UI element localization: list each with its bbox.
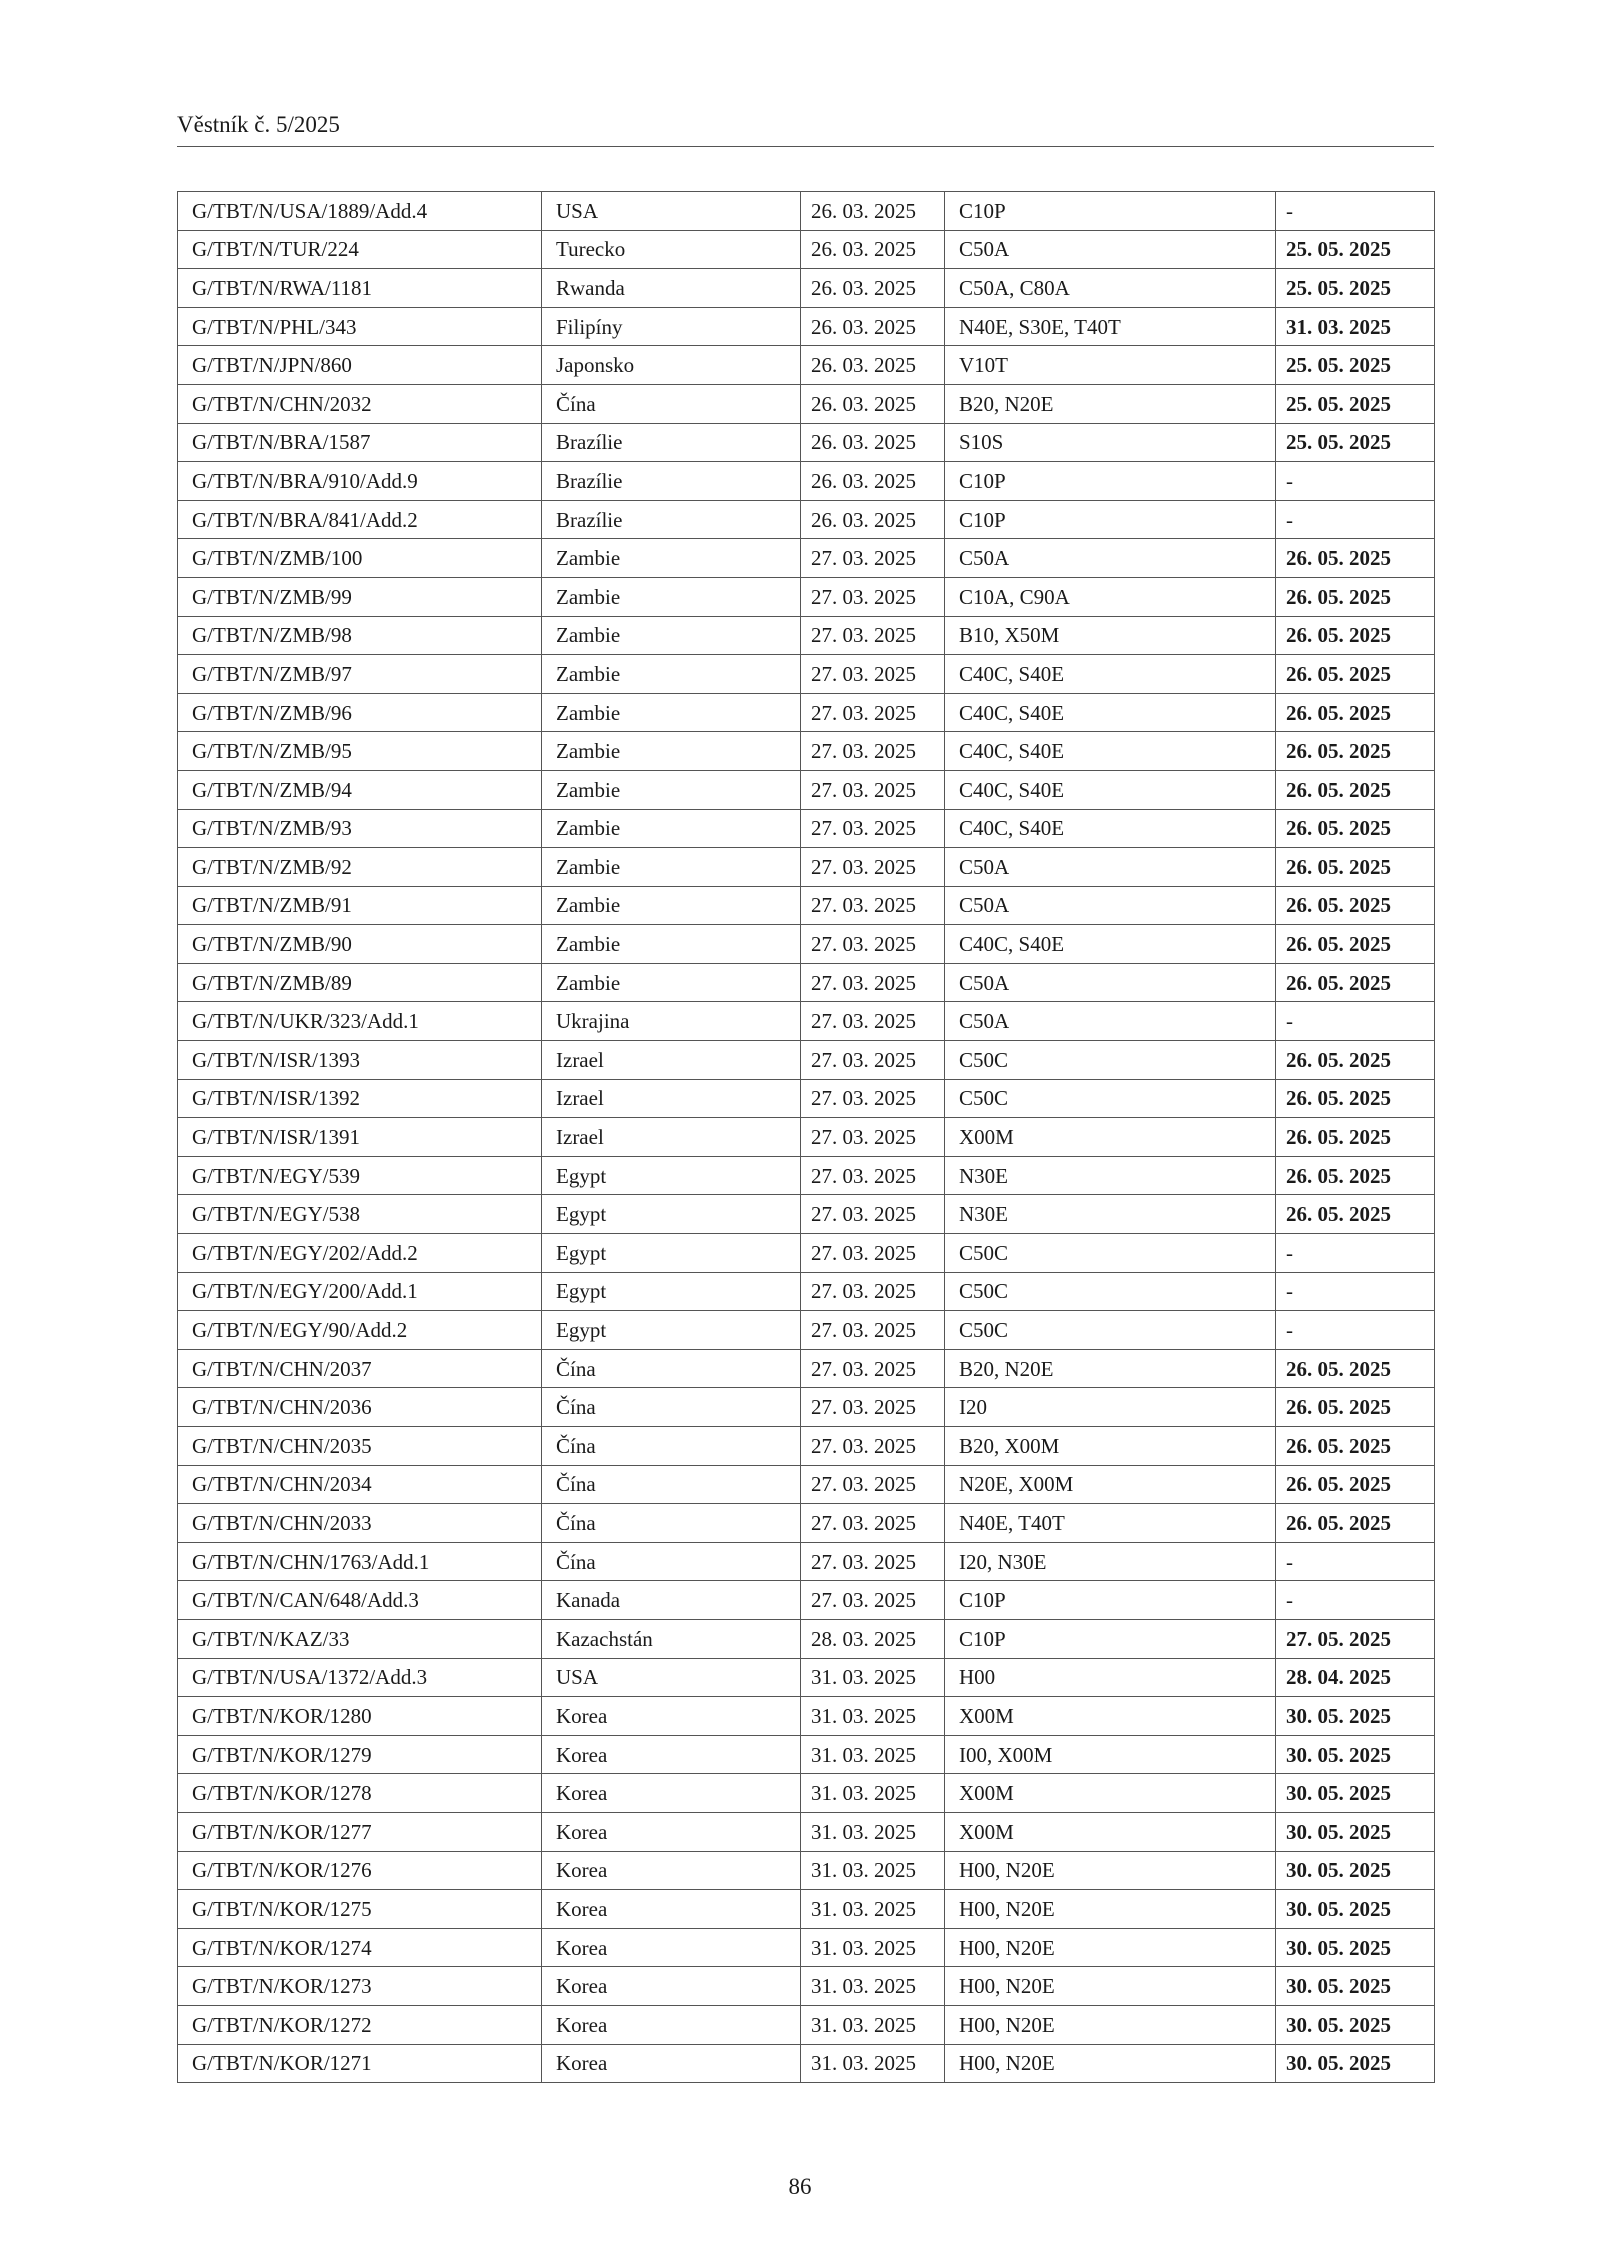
comment-deadline-cell: 30. 05. 2025 — [1276, 1967, 1435, 2006]
product-code-cell: H00 — [945, 1658, 1276, 1697]
product-code-cell: H00, N20E — [945, 1967, 1276, 2006]
notification-symbol-cell: G/TBT/N/EGY/200/Add.1 — [178, 1272, 542, 1311]
product-code-cell: N40E, T40T — [945, 1504, 1276, 1543]
notification-symbol-cell: G/TBT/N/JPN/860 — [178, 346, 542, 385]
notification-symbol-cell: G/TBT/N/CAN/648/Add.3 — [178, 1581, 542, 1620]
notification-date-cell: 27. 03. 2025 — [801, 693, 945, 732]
comment-deadline-cell: 26. 05. 2025 — [1276, 616, 1435, 655]
notification-symbol-cell: G/TBT/N/EGY/202/Add.2 — [178, 1234, 542, 1273]
product-code-cell: N40E, S30E, T40T — [945, 307, 1276, 346]
table-row — [178, 462, 1435, 501]
table-row — [178, 1156, 1435, 1195]
comment-deadline-cell: 26. 05. 2025 — [1276, 1349, 1435, 1388]
notification-date-cell: 27. 03. 2025 — [801, 1427, 945, 1466]
comment-deadline-cell: 25. 05. 2025 — [1276, 346, 1435, 385]
notification-symbol-cell: G/TBT/N/TUR/224 — [178, 230, 542, 269]
country-cell: Brazílie — [542, 462, 801, 501]
table-row — [178, 1349, 1435, 1388]
notification-date-cell: 27. 03. 2025 — [801, 1504, 945, 1543]
comment-deadline-cell: 26. 05. 2025 — [1276, 655, 1435, 694]
table-row — [178, 1195, 1435, 1234]
comment-deadline-cell: 28. 04. 2025 — [1276, 1658, 1435, 1697]
comment-deadline-cell: 27. 05. 2025 — [1276, 1619, 1435, 1658]
country-cell: Zambie — [542, 732, 801, 771]
product-code-cell: C50A, C80A — [945, 269, 1276, 308]
page-header-title: Věstník č. 5/2025 — [177, 112, 340, 137]
country-cell: Čína — [542, 1504, 801, 1543]
country-cell: Korea — [542, 1967, 801, 2006]
notification-date-cell: 26. 03. 2025 — [801, 462, 945, 501]
table-row — [178, 770, 1435, 809]
product-code-cell: C40C, S40E — [945, 925, 1276, 964]
product-code-cell: I20, N30E — [945, 1542, 1276, 1581]
notification-date-cell: 27. 03. 2025 — [801, 1156, 945, 1195]
comment-deadline-cell: 25. 05. 2025 — [1276, 384, 1435, 423]
notification-date-cell: 31. 03. 2025 — [801, 1851, 945, 1890]
notification-symbol-cell: G/TBT/N/CHN/2032 — [178, 384, 542, 423]
notification-symbol-cell: G/TBT/N/BRA/841/Add.2 — [178, 500, 542, 539]
comment-deadline-cell: - — [1276, 1581, 1435, 1620]
table-row — [178, 192, 1435, 231]
notification-symbol-cell: G/TBT/N/ISR/1393 — [178, 1041, 542, 1080]
country-cell: Turecko — [542, 230, 801, 269]
country-cell: Egypt — [542, 1234, 801, 1273]
product-code-cell: B20, N20E — [945, 384, 1276, 423]
table-row — [178, 1234, 1435, 1273]
comment-deadline-cell: 30. 05. 2025 — [1276, 1890, 1435, 1929]
country-cell: Izrael — [542, 1041, 801, 1080]
comment-deadline-cell: 26. 05. 2025 — [1276, 539, 1435, 578]
notification-symbol-cell: G/TBT/N/CHN/2033 — [178, 1504, 542, 1543]
notification-date-cell: 26. 03. 2025 — [801, 384, 945, 423]
notification-date-cell: 26. 03. 2025 — [801, 423, 945, 462]
country-cell: Rwanda — [542, 269, 801, 308]
product-code-cell: C10P — [945, 192, 1276, 231]
notification-date-cell: 27. 03. 2025 — [801, 732, 945, 771]
notification-symbol-cell: G/TBT/N/KOR/1277 — [178, 1812, 542, 1851]
country-cell: Korea — [542, 2044, 801, 2083]
table-row — [178, 539, 1435, 578]
product-code-cell: C50C — [945, 1311, 1276, 1350]
product-code-cell: I20 — [945, 1388, 1276, 1427]
table-row — [178, 500, 1435, 539]
product-code-cell: C50C — [945, 1079, 1276, 1118]
comment-deadline-cell: 26. 05. 2025 — [1276, 1118, 1435, 1157]
notification-symbol-cell: G/TBT/N/ZMB/99 — [178, 577, 542, 616]
country-cell: Egypt — [542, 1272, 801, 1311]
comment-deadline-cell: 30. 05. 2025 — [1276, 1697, 1435, 1736]
page-number: 86 — [788, 2174, 812, 2199]
table-row — [178, 1697, 1435, 1736]
comment-deadline-cell: 30. 05. 2025 — [1276, 1735, 1435, 1774]
comment-deadline-cell: - — [1276, 1542, 1435, 1581]
product-code-cell: V10T — [945, 346, 1276, 385]
notification-date-cell: 27. 03. 2025 — [801, 809, 945, 848]
table-row — [178, 2005, 1435, 2044]
table-row — [178, 1504, 1435, 1543]
notification-date-cell: 31. 03. 2025 — [801, 2044, 945, 2083]
product-code-cell: H00, N20E — [945, 2005, 1276, 2044]
country-cell: Čína — [542, 1349, 801, 1388]
country-cell: Zambie — [542, 655, 801, 694]
country-cell: Izrael — [542, 1079, 801, 1118]
country-cell: Zambie — [542, 886, 801, 925]
table-row — [178, 1542, 1435, 1581]
product-code-cell: C40C, S40E — [945, 770, 1276, 809]
comment-deadline-cell: 26. 05. 2025 — [1276, 1195, 1435, 1234]
table-row — [178, 1002, 1435, 1041]
country-cell: Zambie — [542, 770, 801, 809]
notification-date-cell: 27. 03. 2025 — [801, 1465, 945, 1504]
notification-symbol-cell: G/TBT/N/ZMB/95 — [178, 732, 542, 771]
comment-deadline-cell: 25. 05. 2025 — [1276, 230, 1435, 269]
table-row — [178, 963, 1435, 1002]
product-code-cell: C40C, S40E — [945, 693, 1276, 732]
notification-date-cell: 27. 03. 2025 — [801, 1041, 945, 1080]
country-cell: Zambie — [542, 963, 801, 1002]
notification-date-cell: 27. 03. 2025 — [801, 963, 945, 1002]
comment-deadline-cell: 26. 05. 2025 — [1276, 1504, 1435, 1543]
table-row — [178, 886, 1435, 925]
notification-date-cell: 27. 03. 2025 — [801, 1079, 945, 1118]
product-code-cell: I00, X00M — [945, 1735, 1276, 1774]
table-row — [178, 1812, 1435, 1851]
table-row — [178, 1079, 1435, 1118]
table-row — [178, 2044, 1435, 2083]
country-cell: Korea — [542, 1774, 801, 1813]
table-row — [178, 1928, 1435, 1967]
notifications-table — [177, 191, 1435, 2083]
comment-deadline-cell: - — [1276, 1311, 1435, 1350]
product-code-cell: C40C, S40E — [945, 809, 1276, 848]
notification-date-cell: 31. 03. 2025 — [801, 1890, 945, 1929]
notification-date-cell: 27. 03. 2025 — [801, 1581, 945, 1620]
comment-deadline-cell: 26. 05. 2025 — [1276, 848, 1435, 887]
country-cell: Brazílie — [542, 423, 801, 462]
product-code-cell: H00, N20E — [945, 1890, 1276, 1929]
country-cell: Zambie — [542, 616, 801, 655]
notification-symbol-cell: G/TBT/N/ZMB/92 — [178, 848, 542, 887]
product-code-cell: C10P — [945, 1619, 1276, 1658]
product-code-cell: B20, X00M — [945, 1427, 1276, 1466]
product-code-cell: H00, N20E — [945, 1928, 1276, 1967]
country-cell: Kazachstán — [542, 1619, 801, 1658]
notification-date-cell: 31. 03. 2025 — [801, 1658, 945, 1697]
comment-deadline-cell: 25. 05. 2025 — [1276, 423, 1435, 462]
product-code-cell: N30E — [945, 1195, 1276, 1234]
comment-deadline-cell: - — [1276, 192, 1435, 231]
notifications-table-body — [178, 192, 1435, 2083]
notification-date-cell: 31. 03. 2025 — [801, 1812, 945, 1851]
country-cell: USA — [542, 1658, 801, 1697]
comment-deadline-cell: - — [1276, 1234, 1435, 1273]
table-row — [178, 346, 1435, 385]
product-code-cell: S10S — [945, 423, 1276, 462]
table-row — [178, 1619, 1435, 1658]
country-cell: Zambie — [542, 809, 801, 848]
product-code-cell: C40C, S40E — [945, 655, 1276, 694]
country-cell: Zambie — [542, 539, 801, 578]
product-code-cell: C50A — [945, 1002, 1276, 1041]
notification-symbol-cell: G/TBT/N/CHN/2034 — [178, 1465, 542, 1504]
notification-symbol-cell: G/TBT/N/PHL/343 — [178, 307, 542, 346]
comment-deadline-cell: 26. 05. 2025 — [1276, 1079, 1435, 1118]
table-row — [178, 809, 1435, 848]
comment-deadline-cell: 30. 05. 2025 — [1276, 2044, 1435, 2083]
table-row — [178, 1427, 1435, 1466]
product-code-cell: C40C, S40E — [945, 732, 1276, 771]
comment-deadline-cell: - — [1276, 1272, 1435, 1311]
product-code-cell: C50A — [945, 230, 1276, 269]
country-cell: Korea — [542, 1890, 801, 1929]
table-row — [178, 616, 1435, 655]
notification-symbol-cell: G/TBT/N/BRA/1587 — [178, 423, 542, 462]
notification-symbol-cell: G/TBT/N/ZMB/100 — [178, 539, 542, 578]
product-code-cell: C50C — [945, 1272, 1276, 1311]
country-cell: Čína — [542, 1388, 801, 1427]
country-cell: USA — [542, 192, 801, 231]
product-code-cell: C10P — [945, 462, 1276, 501]
comment-deadline-cell: 26. 05. 2025 — [1276, 963, 1435, 1002]
product-code-cell: X00M — [945, 1774, 1276, 1813]
comment-deadline-cell: - — [1276, 1002, 1435, 1041]
notification-date-cell: 28. 03. 2025 — [801, 1619, 945, 1658]
comment-deadline-cell: 31. 03. 2025 — [1276, 307, 1435, 346]
comment-deadline-cell: 30. 05. 2025 — [1276, 1928, 1435, 1967]
country-cell: Egypt — [542, 1195, 801, 1234]
notification-date-cell: 31. 03. 2025 — [801, 1774, 945, 1813]
product-code-cell: X00M — [945, 1812, 1276, 1851]
notification-symbol-cell: G/TBT/N/ZMB/89 — [178, 963, 542, 1002]
notification-symbol-cell: G/TBT/N/EGY/539 — [178, 1156, 542, 1195]
table-row — [178, 307, 1435, 346]
table-row — [178, 423, 1435, 462]
notification-symbol-cell: G/TBT/N/CHN/2036 — [178, 1388, 542, 1427]
country-cell: Čína — [542, 1427, 801, 1466]
notification-symbol-cell: G/TBT/N/KOR/1276 — [178, 1851, 542, 1890]
comment-deadline-cell: 25. 05. 2025 — [1276, 269, 1435, 308]
notification-symbol-cell: G/TBT/N/KOR/1271 — [178, 2044, 542, 2083]
notification-symbol-cell: G/TBT/N/KOR/1280 — [178, 1697, 542, 1736]
notification-date-cell: 27. 03. 2025 — [801, 1195, 945, 1234]
notification-date-cell: 31. 03. 2025 — [801, 1967, 945, 2006]
notification-symbol-cell: G/TBT/N/CHN/2037 — [178, 1349, 542, 1388]
comment-deadline-cell: 26. 05. 2025 — [1276, 1156, 1435, 1195]
table-row — [178, 384, 1435, 423]
table-row — [178, 1890, 1435, 1929]
table-row — [178, 1735, 1435, 1774]
table-row — [178, 925, 1435, 964]
country-cell: Ukrajina — [542, 1002, 801, 1041]
table-row — [178, 1388, 1435, 1427]
comment-deadline-cell: 26. 05. 2025 — [1276, 1388, 1435, 1427]
product-code-cell: C10P — [945, 1581, 1276, 1620]
comment-deadline-cell: 26. 05. 2025 — [1276, 925, 1435, 964]
comment-deadline-cell: 26. 05. 2025 — [1276, 732, 1435, 771]
comment-deadline-cell: - — [1276, 462, 1435, 501]
product-code-cell: H00, N20E — [945, 2044, 1276, 2083]
product-code-cell: B10, X50M — [945, 616, 1276, 655]
notification-symbol-cell: G/TBT/N/EGY/90/Add.2 — [178, 1311, 542, 1350]
table-row — [178, 693, 1435, 732]
notification-date-cell: 27. 03. 2025 — [801, 848, 945, 887]
table-row — [178, 1272, 1435, 1311]
comment-deadline-cell: 26. 05. 2025 — [1276, 577, 1435, 616]
notification-symbol-cell: G/TBT/N/USA/1372/Add.3 — [178, 1658, 542, 1697]
country-cell: Korea — [542, 1851, 801, 1890]
notification-date-cell: 31. 03. 2025 — [801, 1735, 945, 1774]
notification-symbol-cell: G/TBT/N/KOR/1273 — [178, 1967, 542, 2006]
comment-deadline-cell: 30. 05. 2025 — [1276, 2005, 1435, 2044]
notification-symbol-cell: G/TBT/N/ZMB/96 — [178, 693, 542, 732]
table-row — [178, 1041, 1435, 1080]
notification-date-cell: 26. 03. 2025 — [801, 192, 945, 231]
product-code-cell: C10A, C90A — [945, 577, 1276, 616]
notification-symbol-cell: G/TBT/N/CHN/2035 — [178, 1427, 542, 1466]
notification-symbol-cell: G/TBT/N/KOR/1274 — [178, 1928, 542, 1967]
notification-symbol-cell: G/TBT/N/ZMB/98 — [178, 616, 542, 655]
table-row — [178, 655, 1435, 694]
notification-symbol-cell: G/TBT/N/ZMB/97 — [178, 655, 542, 694]
product-code-cell: C50C — [945, 1234, 1276, 1273]
table-row — [178, 848, 1435, 887]
product-code-cell: C50A — [945, 963, 1276, 1002]
notification-date-cell: 27. 03. 2025 — [801, 1118, 945, 1157]
table-row — [178, 1851, 1435, 1890]
product-code-cell: C50A — [945, 539, 1276, 578]
notification-symbol-cell: G/TBT/N/KOR/1278 — [178, 1774, 542, 1813]
table-row — [178, 269, 1435, 308]
notification-date-cell: 27. 03. 2025 — [801, 577, 945, 616]
notification-date-cell: 27. 03. 2025 — [801, 1349, 945, 1388]
notification-date-cell: 31. 03. 2025 — [801, 1928, 945, 1967]
country-cell: Kanada — [542, 1581, 801, 1620]
product-code-cell: N20E, X00M — [945, 1465, 1276, 1504]
country-cell: Korea — [542, 1928, 801, 1967]
table-row — [178, 1658, 1435, 1697]
country-cell: Egypt — [542, 1156, 801, 1195]
country-cell: Čína — [542, 1542, 801, 1581]
notification-date-cell: 27. 03. 2025 — [801, 1311, 945, 1350]
product-code-cell: X00M — [945, 1697, 1276, 1736]
country-cell: Zambie — [542, 577, 801, 616]
notification-date-cell: 27. 03. 2025 — [801, 539, 945, 578]
comment-deadline-cell: 26. 05. 2025 — [1276, 693, 1435, 732]
country-cell: Korea — [542, 1735, 801, 1774]
comment-deadline-cell: 26. 05. 2025 — [1276, 809, 1435, 848]
table-row — [178, 1774, 1435, 1813]
country-cell: Japonsko — [542, 346, 801, 385]
notification-symbol-cell: G/TBT/N/ZMB/93 — [178, 809, 542, 848]
notification-symbol-cell: G/TBT/N/ISR/1392 — [178, 1079, 542, 1118]
notification-symbol-cell: G/TBT/N/UKR/323/Add.1 — [178, 1002, 542, 1041]
notification-symbol-cell: G/TBT/N/KOR/1275 — [178, 1890, 542, 1929]
country-cell: Čína — [542, 384, 801, 423]
notification-date-cell: 27. 03. 2025 — [801, 655, 945, 694]
country-cell: Egypt — [542, 1311, 801, 1350]
notification-date-cell: 26. 03. 2025 — [801, 269, 945, 308]
product-code-cell: C50A — [945, 886, 1276, 925]
notification-symbol-cell: G/TBT/N/ZMB/90 — [178, 925, 542, 964]
comment-deadline-cell: 30. 05. 2025 — [1276, 1851, 1435, 1890]
notification-symbol-cell: G/TBT/N/EGY/538 — [178, 1195, 542, 1234]
notification-symbol-cell: G/TBT/N/KAZ/33 — [178, 1619, 542, 1658]
product-code-cell: C50A — [945, 848, 1276, 887]
product-code-cell: H00, N20E — [945, 1851, 1276, 1890]
notification-symbol-cell: G/TBT/N/KOR/1279 — [178, 1735, 542, 1774]
product-code-cell: X00M — [945, 1118, 1276, 1157]
table-row — [178, 1118, 1435, 1157]
country-cell: Zambie — [542, 693, 801, 732]
notification-date-cell: 27. 03. 2025 — [801, 1002, 945, 1041]
notification-symbol-cell: G/TBT/N/ZMB/94 — [178, 770, 542, 809]
country-cell: Zambie — [542, 848, 801, 887]
notification-date-cell: 27. 03. 2025 — [801, 1542, 945, 1581]
notification-date-cell: 27. 03. 2025 — [801, 1272, 945, 1311]
notification-date-cell: 27. 03. 2025 — [801, 1388, 945, 1427]
notification-date-cell: 26. 03. 2025 — [801, 346, 945, 385]
comment-deadline-cell: 26. 05. 2025 — [1276, 886, 1435, 925]
product-code-cell: N30E — [945, 1156, 1276, 1195]
table-row — [178, 230, 1435, 269]
page-header — [177, 112, 1434, 147]
notification-symbol-cell: G/TBT/N/BRA/910/Add.9 — [178, 462, 542, 501]
comment-deadline-cell: 26. 05. 2025 — [1276, 1041, 1435, 1080]
notification-date-cell: 31. 03. 2025 — [801, 1697, 945, 1736]
notification-date-cell: 27. 03. 2025 — [801, 925, 945, 964]
notification-date-cell: 27. 03. 2025 — [801, 1234, 945, 1273]
comment-deadline-cell: 26. 05. 2025 — [1276, 1465, 1435, 1504]
notification-symbol-cell: G/TBT/N/KOR/1272 — [178, 2005, 542, 2044]
notification-symbol-cell: G/TBT/N/CHN/1763/Add.1 — [178, 1542, 542, 1581]
notification-symbol-cell: G/TBT/N/RWA/1181 — [178, 269, 542, 308]
comment-deadline-cell: - — [1276, 500, 1435, 539]
table-row — [178, 577, 1435, 616]
table-row — [178, 1465, 1435, 1504]
country-cell: Korea — [542, 1812, 801, 1851]
country-cell: Zambie — [542, 925, 801, 964]
notification-date-cell: 27. 03. 2025 — [801, 616, 945, 655]
country-cell: Izrael — [542, 1118, 801, 1157]
notification-date-cell: 26. 03. 2025 — [801, 230, 945, 269]
comment-deadline-cell: 26. 05. 2025 — [1276, 1427, 1435, 1466]
table-row — [178, 1311, 1435, 1350]
country-cell: Filipíny — [542, 307, 801, 346]
product-code-cell: C50C — [945, 1041, 1276, 1080]
comment-deadline-cell: 26. 05. 2025 — [1276, 770, 1435, 809]
product-code-cell: C10P — [945, 500, 1276, 539]
country-cell: Korea — [542, 1697, 801, 1736]
notification-date-cell: 26. 03. 2025 — [801, 500, 945, 539]
notification-date-cell: 26. 03. 2025 — [801, 307, 945, 346]
notification-symbol-cell: G/TBT/N/ISR/1391 — [178, 1118, 542, 1157]
country-cell: Korea — [542, 2005, 801, 2044]
comment-deadline-cell: 30. 05. 2025 — [1276, 1812, 1435, 1851]
country-cell: Čína — [542, 1465, 801, 1504]
notification-symbol-cell: G/TBT/N/ZMB/91 — [178, 886, 542, 925]
table-row — [178, 732, 1435, 771]
notification-date-cell: 27. 03. 2025 — [801, 770, 945, 809]
country-cell: Brazílie — [542, 500, 801, 539]
notification-symbol-cell: G/TBT/N/USA/1889/Add.4 — [178, 192, 542, 231]
notification-date-cell: 27. 03. 2025 — [801, 886, 945, 925]
table-row — [178, 1967, 1435, 2006]
table-row — [178, 1581, 1435, 1620]
product-code-cell: B20, N20E — [945, 1349, 1276, 1388]
comment-deadline-cell: 30. 05. 2025 — [1276, 1774, 1435, 1813]
notification-date-cell: 31. 03. 2025 — [801, 2005, 945, 2044]
